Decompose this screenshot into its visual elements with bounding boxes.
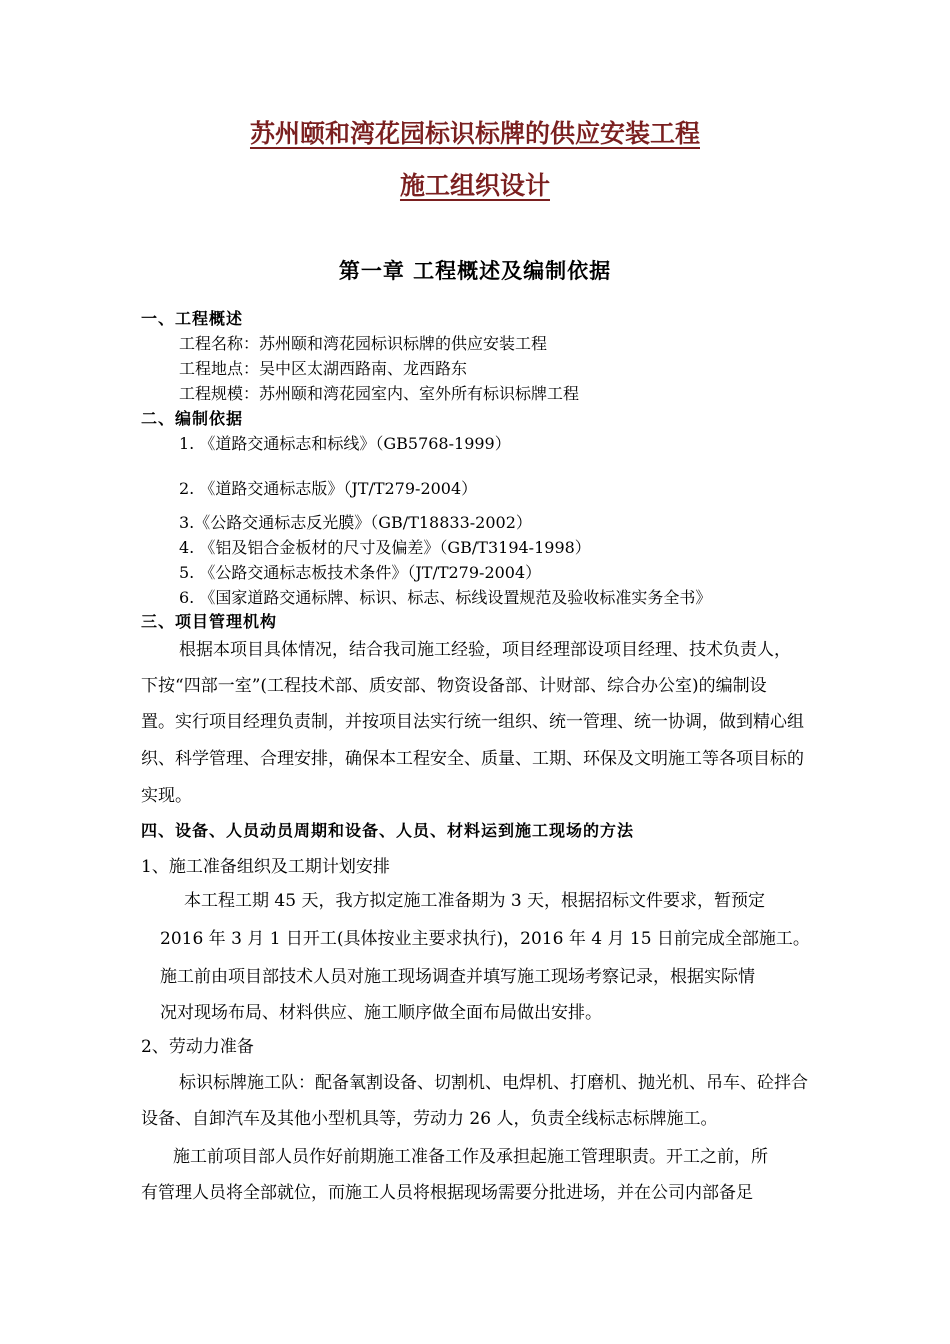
document-subtitle: 施工组织设计 <box>399 171 550 200</box>
paragraph-line: 本工程工期 45 天，我方拟定施工准备期为 3 天，根据招标文件要求，暂预定 <box>184 891 766 911</box>
paragraph-line: 实现。 <box>141 786 192 806</box>
paragraph-line: 施工前项目部人员作好前期施工准备工作及承担起施工管理职责。开工之前，所 <box>173 1147 768 1167</box>
section-heading-basis: 二、编制依据 <box>141 409 244 428</box>
section-heading-overview: 一、工程概述 <box>141 309 244 328</box>
project-scale-line: 工程规模：苏州颐和湾花园室内、室外所有标识标牌工程 <box>179 384 580 403</box>
section-heading-management: 三、项目管理机构 <box>141 612 278 631</box>
section-heading-mobilization: 四、设备、人员动员周期和设备、人员、材料运到施工现场的方法 <box>141 821 635 840</box>
paragraph-line: 标识标牌施工队：配备氧割设备、切割机、电焊机、打磨机、抛光机、吊车、砼拌合 <box>179 1073 808 1093</box>
basis-item: 5. 《公路交通标志板技术条件》（JT/T279-2004） <box>179 563 542 582</box>
project-name-line: 工程名称：苏州颐和湾花园标识标牌的供应安装工程 <box>179 334 548 353</box>
subsection-heading: 2、劳动力准备 <box>141 1037 254 1057</box>
subsection-heading: 1、施工准备组织及工期计划安排 <box>141 857 390 877</box>
chapter-heading: 第一章 工程概述及编制依据 <box>338 259 612 283</box>
paragraph-line: 有管理人员将全部就位，而施工人员将根据现场需要分批进场，并在公司内部备足 <box>141 1183 753 1203</box>
paragraph-line: 2016 年 3 月 1 日开工(具体按业主要求执行)，2016 年 4 月 15 日前完成全部施工。 <box>160 929 810 949</box>
basis-item: 1. 《道路交通标志和标线》（GB5768-1999） <box>179 434 511 453</box>
paragraph-line: 织、科学管理、合理安排，确保本工程安全、质量、工期、环保及文明施工等各项目标的 <box>141 749 804 769</box>
paragraph-line: 下按“四部一室”(工程技术部、质安部、物资设备部、计财部、综合办公室)的编制设 <box>141 676 767 696</box>
basis-item: 4. 《铝及铝合金板材的尺寸及偏差》（GB/T3194-1998） <box>179 538 591 557</box>
document-title: 苏州颐和湾花园标识标牌的供应安装工程 <box>249 119 700 148</box>
paragraph-line: 施工前由项目部技术人员对施工现场调查并填写施工现场考察记录，根据实际情 <box>160 967 755 987</box>
basis-item: 6. 《国家道路交通标牌、标识、标志、标线设置规范及验收标准实务全书》 <box>179 588 712 607</box>
paragraph-line: 置。实行项目经理负责制，并按项目法实行统一组织、统一管理、统一协调，做到精心组 <box>141 712 804 732</box>
paragraph-line: 设备、自卸汽车及其他小型机具等，劳动力 26 人，负责全线标志标牌施工。 <box>141 1109 718 1129</box>
basis-item: 2. 《道路交通标志版》（JT/T279-2004） <box>179 479 478 498</box>
project-location-line: 工程地点：吴中区太湖西路南、龙西路东 <box>179 359 468 378</box>
basis-item: 3.《公路交通标志反光膜》（GB/T18833-2002） <box>179 513 532 532</box>
paragraph-line: 根据本项目具体情况，结合我司施工经验，项目经理部设项目经理、技术负责人， <box>179 640 791 660</box>
paragraph-line: 况对现场布局、材料供应、施工顺序做全面布局做出安排。 <box>160 1003 602 1023</box>
